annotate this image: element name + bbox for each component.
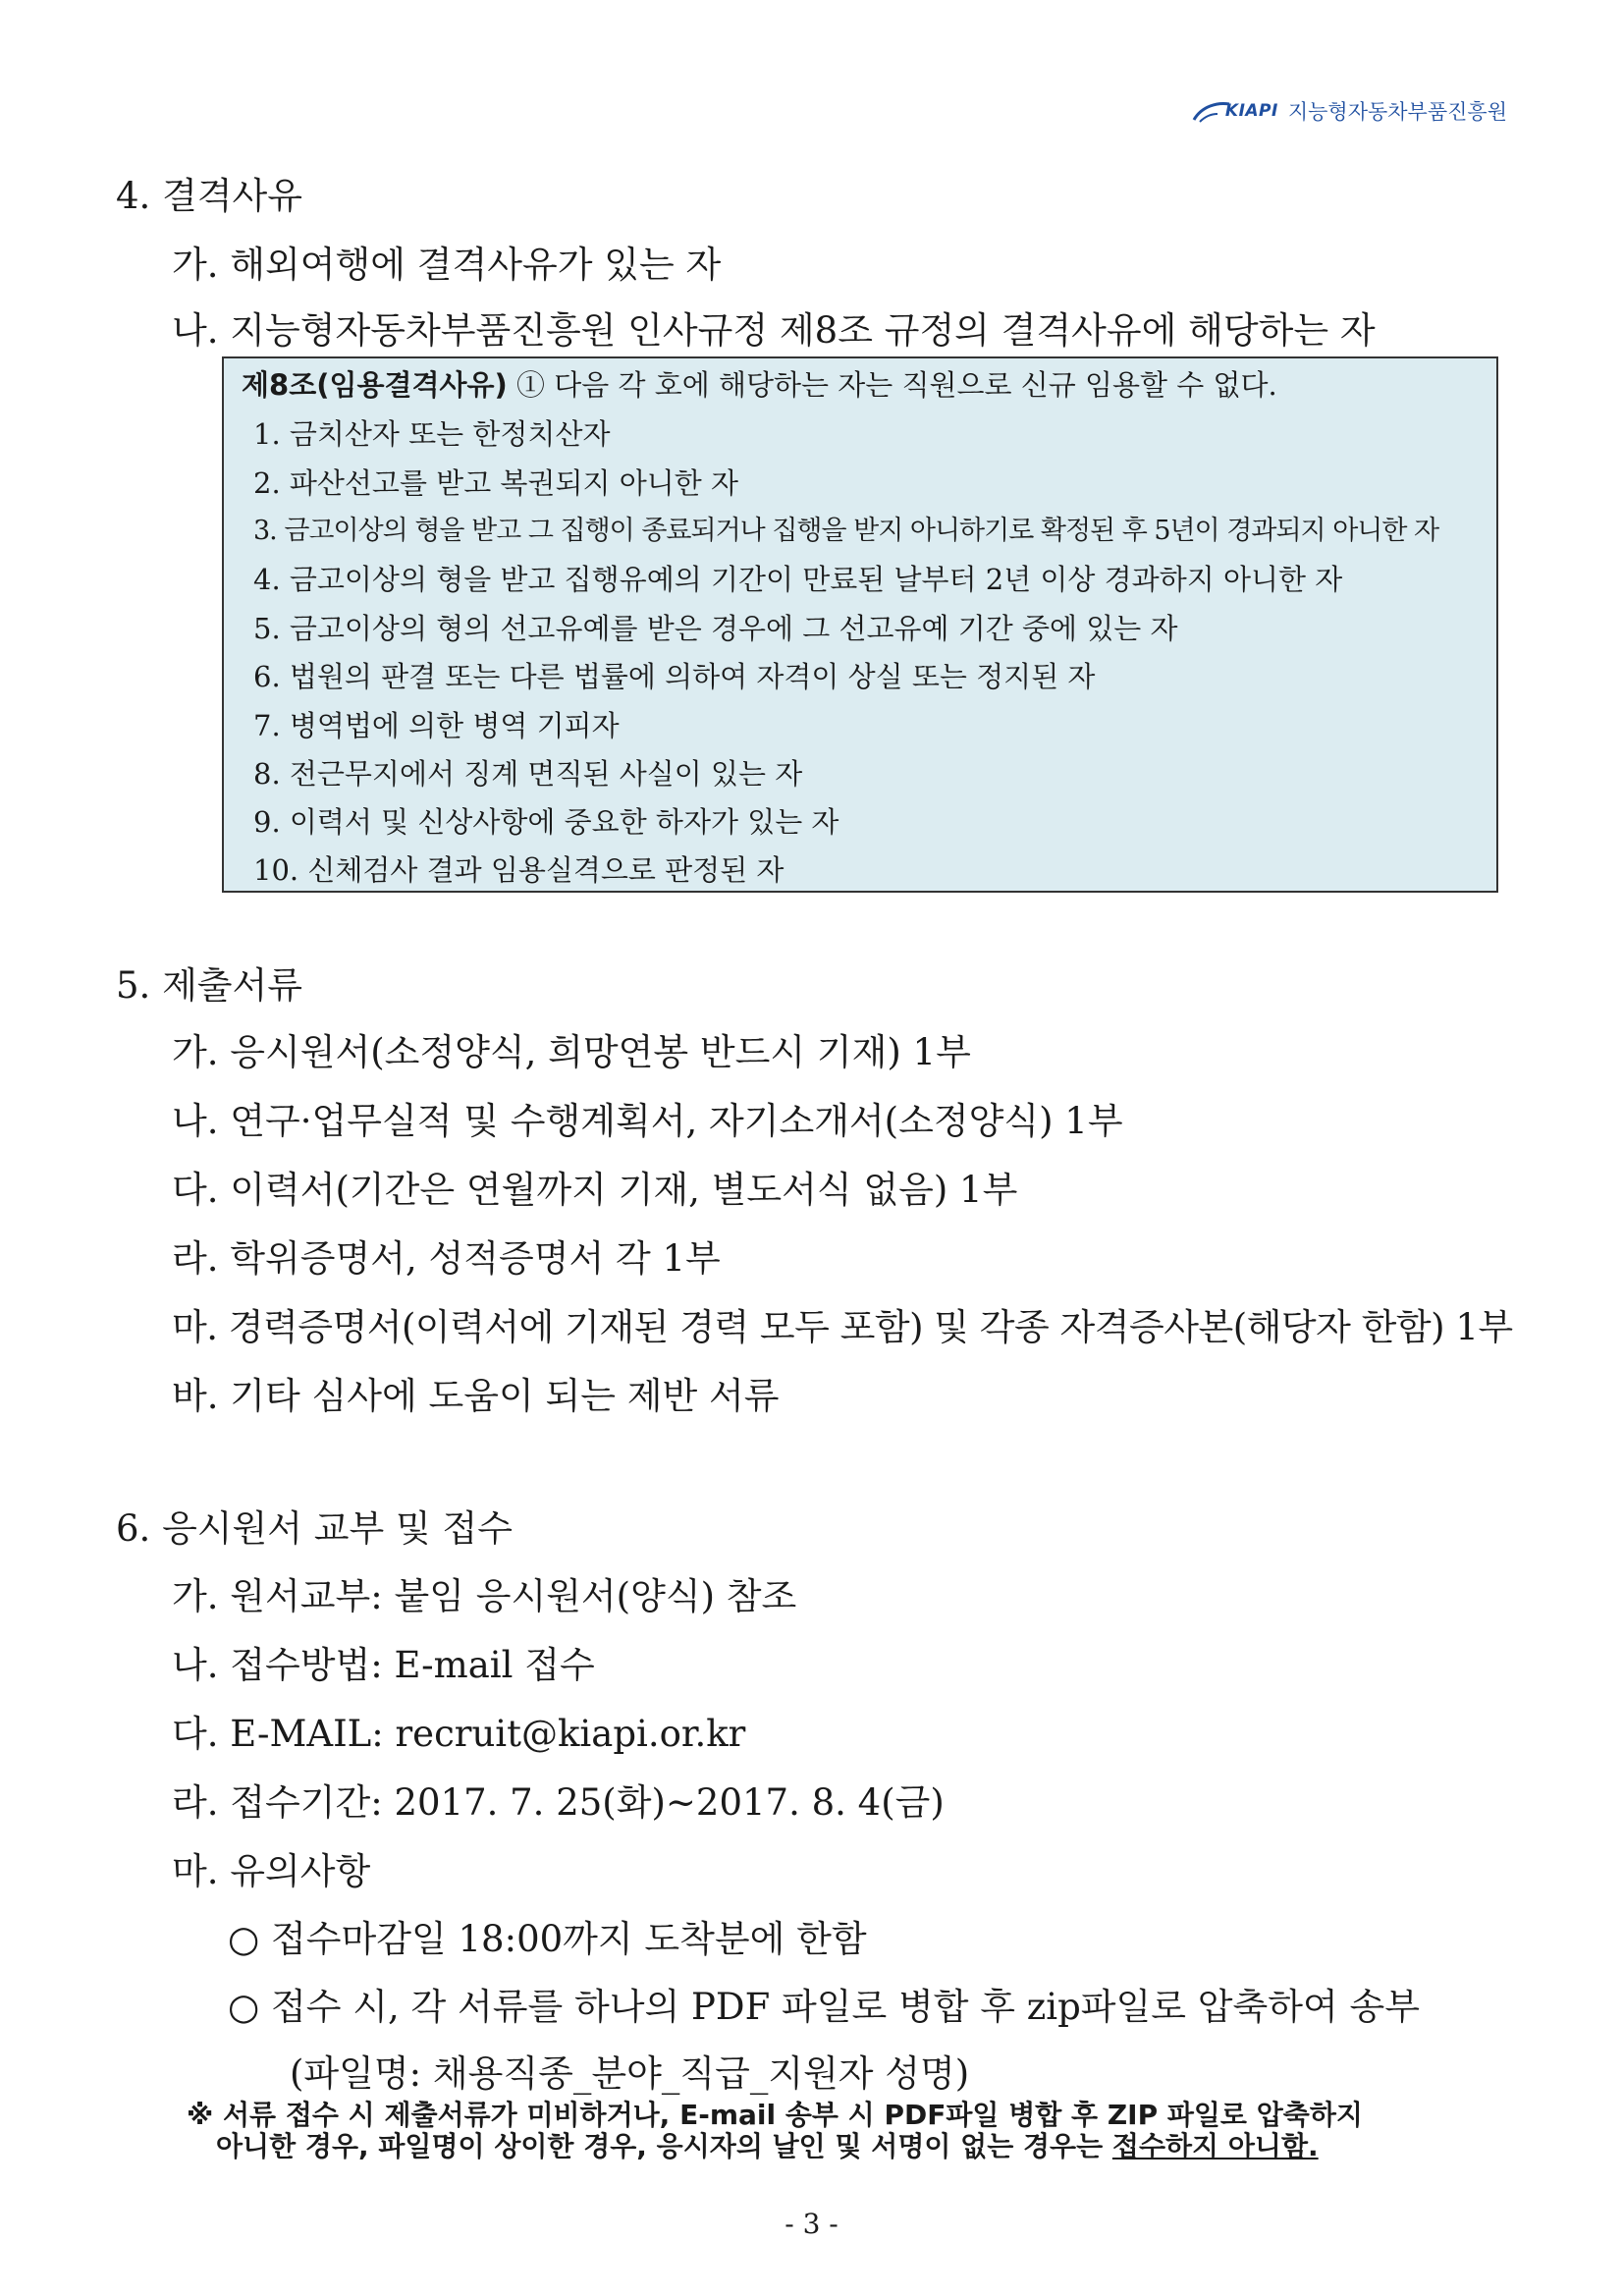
section-5-item: 바. 기타 심사에 도움이 되는 제반 서류 — [172, 1375, 780, 1417]
rule-item: 3. 금고이상의 형을 받고 그 집행이 종료되거나 집행을 받지 아니하기로 확정된 후 5년이 경과되지 아니한 자 — [253, 516, 1439, 546]
section-5-item: 가. 응시원서(소정양식, 희망연봉 반드시 기재) 1부 — [172, 1031, 971, 1073]
notice-line-2-text: 아니한 경우, 파일명이 상이한 경우, 응시자의 날인 및 서명이 없는 경우는 — [216, 2130, 1112, 2162]
rule-item: 7. 병역법에 의한 병역 기피자 — [253, 709, 620, 742]
kiapi-logo — [1192, 98, 1278, 124]
section-6-item: 마. 유의사항 — [172, 1850, 371, 1892]
submission-notice — [187, 2100, 1522, 2162]
rule-item: 4. 금고이상의 형을 받고 집행유예의 기간이 만료된 날부터 2년 이상 경과하지 아니한 자 — [253, 563, 1343, 596]
notice-bullet: ○ 접수 시, 각 서류를 하나의 PDF 파일로 병합 후 zip파일로 압축하여 송부 — [228, 1986, 1420, 2028]
section-5-item: 다. 이력서(기간은 연월까지 기재, 별도서식 없음) 1부 — [172, 1169, 1018, 1211]
rule-item: 9. 이력서 및 신상사항에 중요한 하자가 있는 자 — [253, 805, 839, 839]
rule-item: 8. 전근무지에서 징계 면직된 사실이 있는 자 — [253, 757, 803, 791]
rule-title: 제8조(임용결격사유) — [242, 368, 508, 402]
rule-item: 5. 금고이상의 형의 선고유예를 받은 경우에 그 선고유예 기간 중에 있는 자 — [253, 612, 1178, 645]
org-name: 지능형자동차부품진흥원 — [1287, 100, 1507, 124]
filename-note: (파일명: 채용직종_분야_직급_지원자 성명) — [290, 2052, 970, 2095]
section-4-title: 4. 결격사유 — [116, 175, 303, 217]
notice-underlined: 접수하지 아니함. — [1111, 2130, 1319, 2162]
rule-intro: ① 다음 각 호에 해당하는 자는 직원으로 신규 임용할 수 없다. — [507, 368, 1277, 402]
section-5-title: 5. 제출서류 — [116, 964, 303, 1007]
rule-item: 1. 금치산자 또는 한정치산자 — [253, 417, 611, 451]
section-6-email: 다. E-MAIL: recruit@kiapi.or.kr — [172, 1713, 746, 1755]
section-5-item: 나. 연구·업무실적 및 수행계획서, 자기소개서(소정양식) 1부 — [172, 1100, 1123, 1142]
logo-text: KIAPI — [1224, 101, 1278, 121]
notice-line-2 — [187, 2131, 1522, 2162]
notice-bullet: ○ 접수마감일 18:00까지 도착분에 한함 — [228, 1918, 867, 1960]
page-number: - 3 - — [784, 2208, 839, 2240]
section-6-item: 나. 접수방법: E-mail 접수 — [172, 1644, 595, 1686]
rule-header — [242, 368, 1277, 402]
rule-item: 10. 신체검사 결과 임용실격으로 판정된 자 — [253, 853, 784, 887]
page-header — [1192, 96, 1507, 126]
section-4-item: 가. 해외여행에 결격사유가 있는 자 — [172, 244, 722, 286]
section-4-item: 나. 지능형자동차부품진흥원 인사규정 제8조 규정의 결격사유에 해당하는 자 — [172, 309, 1376, 352]
section-5-item: 라. 학위증명서, 성적증명서 각 1부 — [172, 1237, 721, 1280]
notice-line-1: ※ 서류 접수 시 제출서류가 미비하거나, E-mail 송부 시 PDF파일 병합 후 ZIP 파일로 압축하지 — [187, 2099, 1363, 2131]
rule-item: 6. 법원의 판결 또는 다른 법률에 의하여 자격이 상실 또는 정지된 자 — [253, 660, 1096, 693]
section-6-item: 가. 원서교부: 붙임 응시원서(양식) 참조 — [172, 1575, 797, 1617]
rule-box — [222, 356, 1498, 893]
section-6-item: 라. 접수기간: 2017. 7. 25(화)~2017. 8. 4(금) — [172, 1781, 945, 1824]
section-6-title: 6. 응시원서 교부 및 접수 — [116, 1507, 514, 1550]
section-5-item: 마. 경력증명서(이력서에 기재된 경력 모두 포함) 및 각종 자격증사본(해당자 한함) 1부 — [172, 1306, 1513, 1348]
rule-item: 2. 파산선고를 받고 복권되지 아니한 자 — [253, 466, 738, 500]
